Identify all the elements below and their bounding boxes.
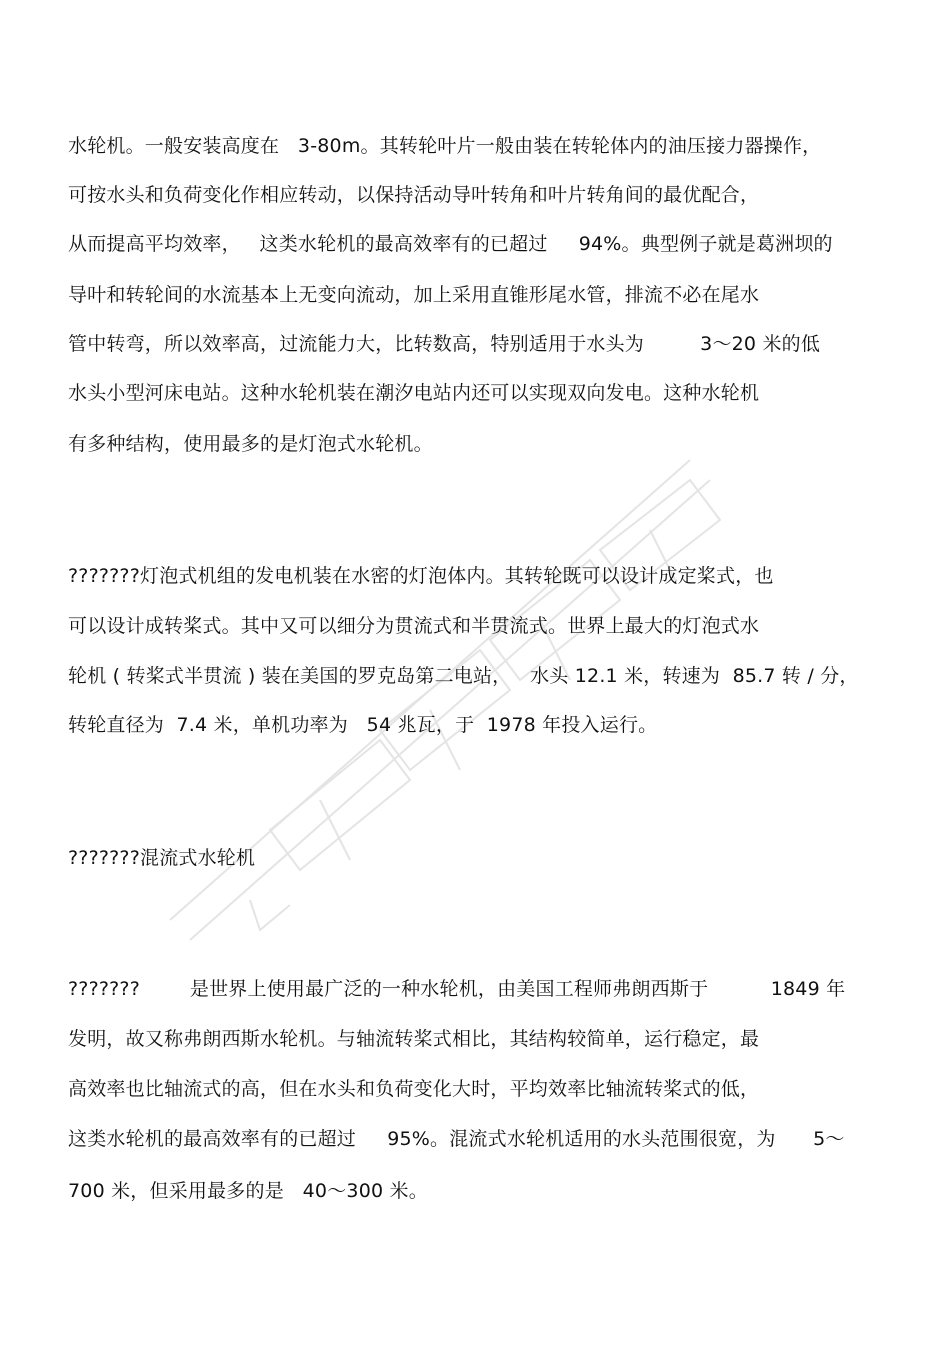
text-line: 从而提高平均效率， 这类水轮机的最高效率有的已超过 94%。典型例子就是葛洲坝的	[68, 233, 833, 255]
text-line: 这类水轮机的最高效率有的已超过 95%。混流式水轮机适用的水头范围很宽，为 5～	[68, 1128, 845, 1150]
text-line: 导叶和转轮间的水流基本上无变向流动，加上采用直锥形尾水管，排流不必在尾水	[68, 284, 760, 306]
text-line: 轮机 ( 转桨式半贯流 ) 装在美国的罗克岛第二电站， 水头 12.1 米，转速为 85.7 转 / 分，	[68, 665, 859, 687]
text-line: 700 米，但采用最多的是 40～300 米。	[68, 1180, 428, 1202]
text-line: 可以设计成转桨式。其中又可以细分为贯流式和半贯流式。世界上最大的灯泡式水	[68, 615, 760, 637]
section-heading: ???????混流式水轮机	[68, 847, 256, 869]
text-line: ??????? 是世界上使用最广泛的一种水轮机，由美国工程师弗朗西斯于 1849 年	[68, 978, 846, 1000]
text-line: 转轮直径为 7.4 米，单机功率为 54 兆瓦，于 1978 年投入运行。	[68, 714, 658, 736]
text-line: 水轮机。一般安装高度在 3-80m。其转轮叶片一般由装在转轮体内的油压接力器操作，	[68, 135, 822, 157]
text-line: 有多种结构，使用最多的是灯泡式水轮机。	[68, 433, 433, 455]
text-line: 可按水头和负荷变化作相应转动，以保持活动导叶转角和叶片转角间的最优配合，	[68, 184, 760, 206]
text-line: 水头小型河床电站。这种水轮机装在潮汐电站内还可以实现双向发电。这种水轮机	[68, 382, 760, 404]
text-line: 管中转弯，所以效率高，过流能力大，比转数高，特别适用于水头为 3～20 米的低	[68, 333, 821, 355]
text-line: 高效率也比轴流式的高，但在水头和负荷变化大时，平均效率比轴流转桨式的低，	[68, 1078, 760, 1100]
text-line: 发明，故又称弗朗西斯水轮机。与轴流转桨式相比，其结构较简单，运行稳定，最	[68, 1028, 760, 1050]
text-line: ???????灯泡式机组的发电机装在水密的灯泡体内。其转轮既可以设计成定桨式，也	[68, 565, 774, 587]
